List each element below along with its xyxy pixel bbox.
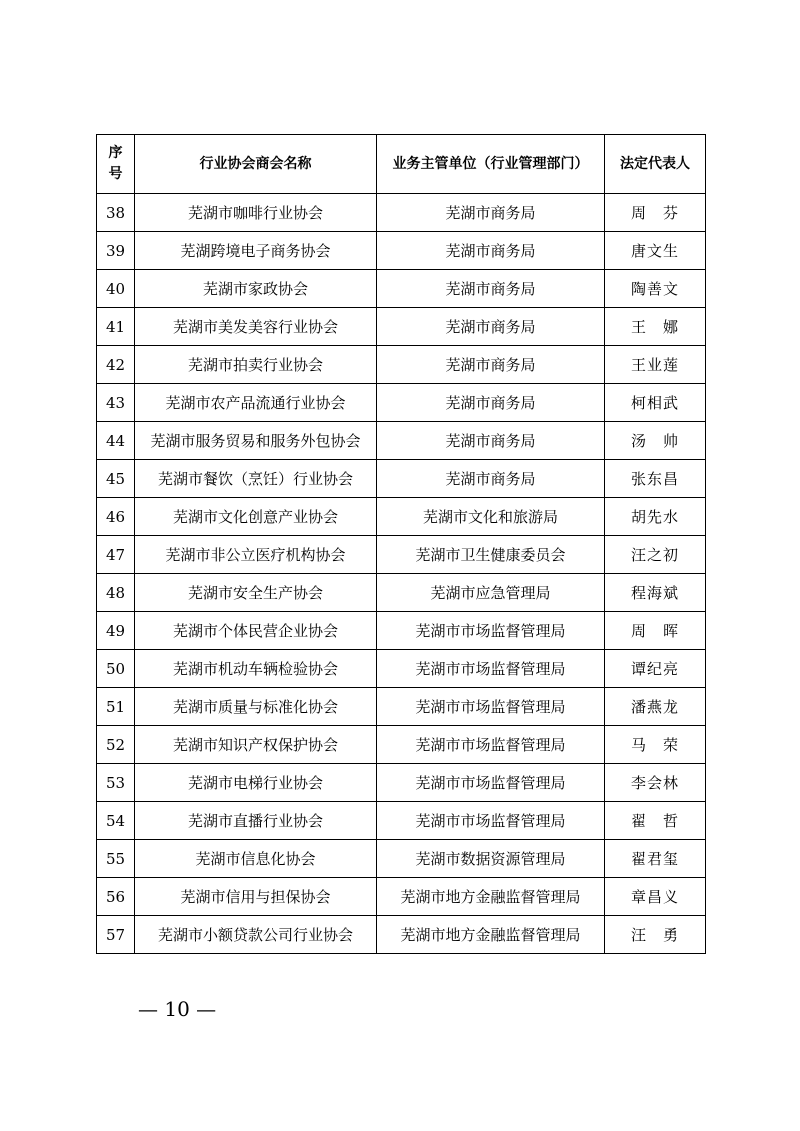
cell-seq: 56 xyxy=(97,878,135,916)
table-row xyxy=(97,308,706,346)
header-dept: 业务主管单位（行业管理部门） xyxy=(377,135,605,194)
cell-department: 芜湖市商务局 xyxy=(377,270,605,308)
cell-association-name: 芜湖市小额贷款公司行业协会 xyxy=(135,916,377,954)
cell-representative: 潘燕龙 xyxy=(605,688,706,726)
cell-seq: 50 xyxy=(97,650,135,688)
cell-department: 芜湖市市场监督管理局 xyxy=(377,688,605,726)
cell-department: 芜湖市市场监督管理局 xyxy=(377,726,605,764)
cell-representative: 章昌义 xyxy=(605,878,706,916)
table-row xyxy=(97,194,706,232)
header-rep: 法定代表人 xyxy=(605,135,706,194)
cell-seq: 39 xyxy=(97,232,135,270)
cell-seq: 46 xyxy=(97,498,135,536)
cell-department: 芜湖市商务局 xyxy=(377,308,605,346)
page-number: — 10 — xyxy=(138,997,217,1021)
cell-representative: 唐文生 xyxy=(605,232,706,270)
table-row xyxy=(97,726,706,764)
cell-representative: 翟君玺 xyxy=(605,840,706,878)
cell-department: 芜湖市市场监督管理局 xyxy=(377,612,605,650)
cell-representative: 王业莲 xyxy=(605,346,706,384)
table-header-row xyxy=(97,135,706,194)
header-seq-label: 序 号 xyxy=(108,145,123,182)
cell-association-name: 芜湖市直播行业协会 xyxy=(135,802,377,840)
table-row xyxy=(97,688,706,726)
table-row xyxy=(97,232,706,270)
cell-department: 芜湖市商务局 xyxy=(377,460,605,498)
table-row xyxy=(97,422,706,460)
cell-association-name: 芜湖市质量与标准化协会 xyxy=(135,688,377,726)
association-table xyxy=(96,134,706,954)
table-row xyxy=(97,460,706,498)
table-row xyxy=(97,916,706,954)
cell-department: 芜湖市商务局 xyxy=(377,422,605,460)
cell-representative: 张东昌 xyxy=(605,460,706,498)
cell-department: 芜湖市地方金融监督管理局 xyxy=(377,916,605,954)
cell-association-name: 芜湖市服务贸易和服务外包协会 xyxy=(135,422,377,460)
cell-association-name: 芜湖市非公立医疗机构协会 xyxy=(135,536,377,574)
cell-department: 芜湖市市场监督管理局 xyxy=(377,802,605,840)
cell-department: 芜湖市市场监督管理局 xyxy=(377,764,605,802)
cell-seq: 55 xyxy=(97,840,135,878)
cell-association-name: 芜湖市家政协会 xyxy=(135,270,377,308)
cell-association-name: 芜湖市美发美容行业协会 xyxy=(135,308,377,346)
cell-seq: 38 xyxy=(97,194,135,232)
cell-seq: 52 xyxy=(97,726,135,764)
cell-association-name: 芜湖市咖啡行业协会 xyxy=(135,194,377,232)
cell-representative: 王 娜 xyxy=(605,308,706,346)
header-seq xyxy=(97,135,135,194)
table-row xyxy=(97,840,706,878)
table-row xyxy=(97,384,706,422)
cell-seq: 57 xyxy=(97,916,135,954)
cell-department: 芜湖市文化和旅游局 xyxy=(377,498,605,536)
cell-representative: 程海斌 xyxy=(605,574,706,612)
cell-representative: 胡先水 xyxy=(605,498,706,536)
cell-seq: 47 xyxy=(97,536,135,574)
header-name: 行业协会商会名称 xyxy=(135,135,377,194)
table-row xyxy=(97,802,706,840)
cell-representative: 汤 帅 xyxy=(605,422,706,460)
cell-seq: 51 xyxy=(97,688,135,726)
table-row xyxy=(97,346,706,384)
table-row xyxy=(97,270,706,308)
cell-department: 芜湖市商务局 xyxy=(377,232,605,270)
cell-representative: 马 荣 xyxy=(605,726,706,764)
cell-department: 芜湖市地方金融监督管理局 xyxy=(377,878,605,916)
table-row xyxy=(97,498,706,536)
cell-association-name: 芜湖市拍卖行业协会 xyxy=(135,346,377,384)
cell-representative: 周 芬 xyxy=(605,194,706,232)
cell-seq: 54 xyxy=(97,802,135,840)
cell-representative: 周 晖 xyxy=(605,612,706,650)
cell-representative: 翟 哲 xyxy=(605,802,706,840)
table-row xyxy=(97,878,706,916)
cell-seq: 40 xyxy=(97,270,135,308)
cell-association-name: 芜湖市机动车辆检验协会 xyxy=(135,650,377,688)
cell-association-name: 芜湖市信用与担保协会 xyxy=(135,878,377,916)
cell-representative: 谭纪亮 xyxy=(605,650,706,688)
cell-representative: 陶善文 xyxy=(605,270,706,308)
table-row xyxy=(97,764,706,802)
cell-department: 芜湖市商务局 xyxy=(377,194,605,232)
cell-seq: 42 xyxy=(97,346,135,384)
cell-department: 芜湖市商务局 xyxy=(377,346,605,384)
cell-association-name: 芜湖市餐饮（烹饪）行业协会 xyxy=(135,460,377,498)
cell-association-name: 芜湖跨境电子商务协会 xyxy=(135,232,377,270)
cell-seq: 53 xyxy=(97,764,135,802)
cell-association-name: 芜湖市个体民营企业协会 xyxy=(135,612,377,650)
cell-department: 芜湖市市场监督管理局 xyxy=(377,650,605,688)
cell-department: 芜湖市数据资源管理局 xyxy=(377,840,605,878)
cell-representative: 柯相武 xyxy=(605,384,706,422)
cell-association-name: 芜湖市知识产权保护协会 xyxy=(135,726,377,764)
cell-association-name: 芜湖市安全生产协会 xyxy=(135,574,377,612)
cell-association-name: 芜湖市农产品流通行业协会 xyxy=(135,384,377,422)
cell-representative: 汪之初 xyxy=(605,536,706,574)
cell-association-name: 芜湖市电梯行业协会 xyxy=(135,764,377,802)
cell-association-name: 芜湖市信息化协会 xyxy=(135,840,377,878)
cell-representative: 汪 勇 xyxy=(605,916,706,954)
cell-seq: 45 xyxy=(97,460,135,498)
cell-seq: 44 xyxy=(97,422,135,460)
cell-representative: 李会林 xyxy=(605,764,706,802)
table-row xyxy=(97,650,706,688)
cell-department: 芜湖市卫生健康委员会 xyxy=(377,536,605,574)
cell-department: 芜湖市商务局 xyxy=(377,384,605,422)
cell-seq: 41 xyxy=(97,308,135,346)
table-row xyxy=(97,574,706,612)
cell-seq: 49 xyxy=(97,612,135,650)
cell-department: 芜湖市应急管理局 xyxy=(377,574,605,612)
cell-seq: 48 xyxy=(97,574,135,612)
table-row xyxy=(97,536,706,574)
cell-seq: 43 xyxy=(97,384,135,422)
cell-association-name: 芜湖市文化创意产业协会 xyxy=(135,498,377,536)
table-row xyxy=(97,612,706,650)
